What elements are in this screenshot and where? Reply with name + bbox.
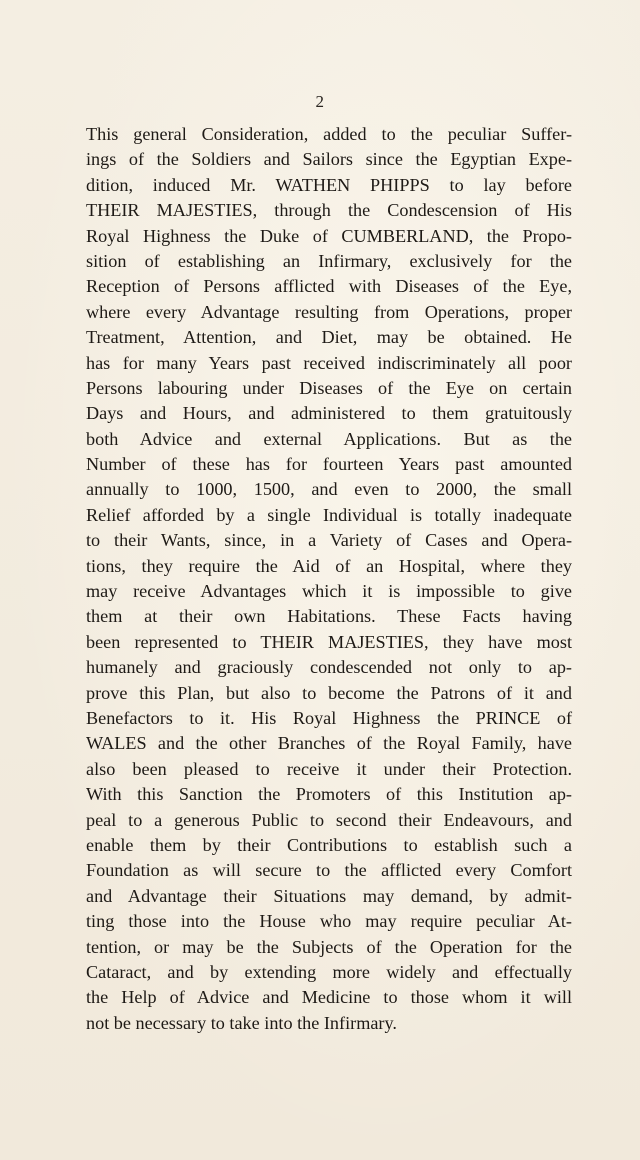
text-line: ting those into the House who may require peculiar At- <box>86 911 572 932</box>
text-line: dition, induced Mr. WATHEN PHIPPS to lay before <box>86 174 572 195</box>
text-line: been represented to THEIR MAJESTIES, they have most <box>86 631 572 652</box>
text-line: enable them by their Contributions to establish such a <box>86 834 572 855</box>
text-line: tention, or may be the Subjects of the Operation for the <box>86 936 572 957</box>
text-line: Relief afforded by a single Individual is totally inadequate <box>86 504 572 525</box>
text-line: annually to 1000, 1500, and even to 2000, the small <box>86 479 572 500</box>
text-line: Foundation as will secure to the afflicted every Comfort <box>86 860 572 881</box>
text-line: has for many Years past received indiscriminately all poor <box>86 352 572 373</box>
text-line: Persons labouring under Diseases of the Eye on certain <box>86 377 572 398</box>
text-line: peal to a generous Public to second their Endeavours, and <box>86 809 572 830</box>
text-line: them at their own Habitations. These Facts having <box>86 606 572 627</box>
text-line: Royal Highness the Duke of CUMBERLAND, the Propo- <box>86 225 572 246</box>
text-line: sition of establishing an Infirmary, exclusively for the <box>86 250 572 271</box>
text-line: may receive Advantages which it is impossible to give <box>86 581 572 602</box>
text-line: prove this Plan, but also to become the Patrons of it and <box>86 682 572 703</box>
text-line: ings of the Soldiers and Sailors since the Egyptian Expe- <box>86 149 572 170</box>
body-paragraph <box>86 122 572 1036</box>
text-line: THEIR MAJESTIES, through the Condescension of His <box>86 200 572 221</box>
page-number: 2 <box>315 92 325 111</box>
text-line: Days and Hours, and administered to them gratuitously <box>86 403 572 424</box>
text-line: With this Sanction the Promoters of this Institution ap- <box>86 784 572 805</box>
text-line: and Advantage their Situations may demand, by admit- <box>86 885 572 906</box>
text-line: humanely and graciously condescended not only to ap- <box>86 657 572 678</box>
text-line: Reception of Persons afflicted with Diseases of the Eye, <box>86 276 572 297</box>
text-line: Benefactors to it. His Royal Highness the PRINCE of <box>86 707 572 728</box>
text-line: Treatment, Attention, and Diet, may be obtained. He <box>86 327 572 348</box>
text-line: also been pleased to receive it under their Protection. <box>86 758 572 779</box>
text-line: Number of these has for fourteen Years past amounted <box>86 454 572 475</box>
text-line: where every Advantage resulting from Operations, proper <box>86 301 572 322</box>
text-line: the Help of Advice and Medicine to those whom it will <box>86 987 572 1008</box>
text-line: WALES and the other Branches of the Royal Family, have <box>86 733 572 754</box>
text-line: both Advice and external Applications. But as the <box>86 428 572 449</box>
text-line: Cataract, and by extending more widely and effectually <box>86 961 572 982</box>
text-line: This general Consideration, added to the peculiar Suffer- <box>86 124 572 144</box>
text-line: tions, they require the Aid of an Hospital, where they <box>86 555 572 576</box>
text-line: not be necessary to take into the Infirmary. <box>86 1012 397 1033</box>
text-line: to their Wants, since, in a Variety of Cases and Opera- <box>86 530 572 551</box>
